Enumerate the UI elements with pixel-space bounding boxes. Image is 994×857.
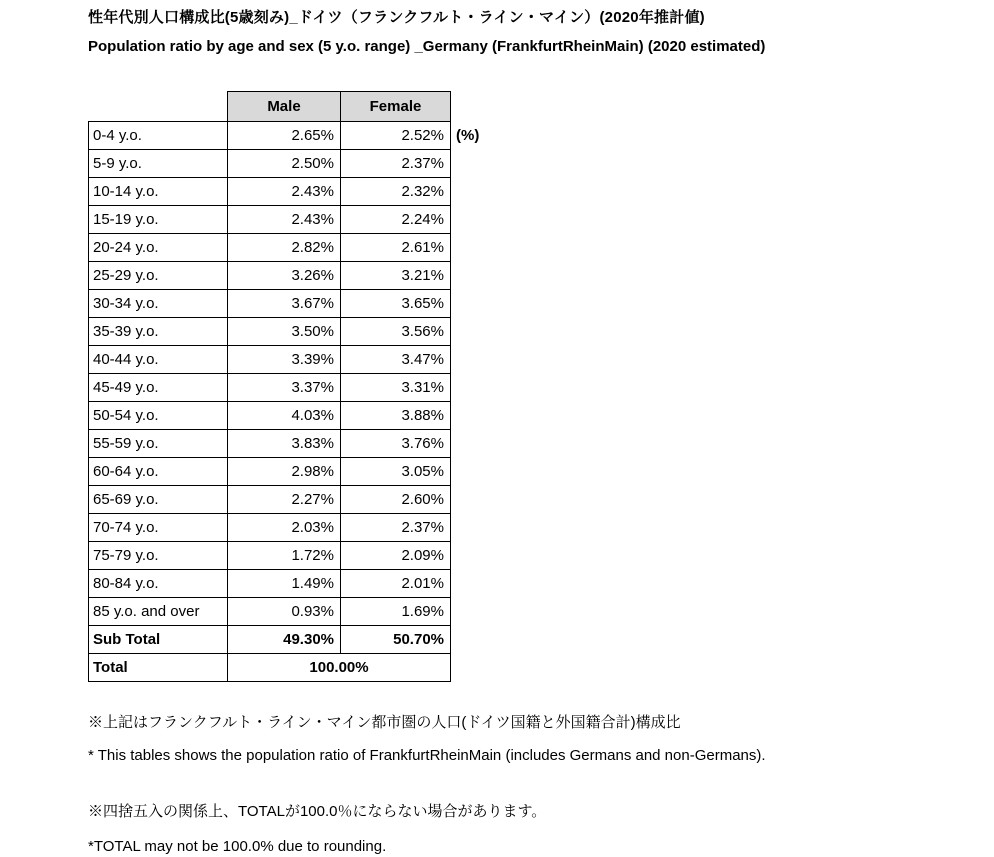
table-row <box>89 290 451 318</box>
age-range-label: 80-84 y.o. <box>89 570 228 598</box>
male-value: 3.67% <box>228 290 341 318</box>
age-range-label: 35-39 y.o. <box>89 318 228 346</box>
table-row <box>89 318 451 346</box>
male-value: 3.50% <box>228 318 341 346</box>
female-value: 2.52% <box>341 122 451 150</box>
age-rows <box>89 122 451 626</box>
male-value: 3.37% <box>228 374 341 402</box>
female-value: 3.88% <box>341 402 451 430</box>
female-value: 2.37% <box>341 150 451 178</box>
subtotal-label: Sub Total <box>89 626 228 654</box>
female-value: 3.05% <box>341 458 451 486</box>
male-value: 2.27% <box>228 486 341 514</box>
subtotal-female-value: 50.70% <box>341 626 451 654</box>
total-row <box>89 654 451 682</box>
age-range-label: 55-59 y.o. <box>89 430 228 458</box>
male-value: 3.26% <box>228 262 341 290</box>
table-note-japanese: ※上記はフランクフルト・ライン・マイン都市圏の人口(ドイツ国籍と外国籍合計)構成比 <box>88 714 681 731</box>
female-value: 2.61% <box>341 234 451 262</box>
male-value: 0.93% <box>228 598 341 626</box>
age-range-label: 5-9 y.o. <box>89 150 228 178</box>
female-value: 3.31% <box>341 374 451 402</box>
table-row <box>89 262 451 290</box>
subtotal-row <box>89 626 451 654</box>
age-range-label: 65-69 y.o. <box>89 486 228 514</box>
male-value: 1.72% <box>228 542 341 570</box>
percent-unit-label: (%) <box>456 127 480 144</box>
female-value: 2.32% <box>341 178 451 206</box>
age-range-label: 50-54 y.o. <box>89 402 228 430</box>
age-range-label: 15-19 y.o. <box>89 206 228 234</box>
female-value: 3.47% <box>341 346 451 374</box>
table-row <box>89 598 451 626</box>
female-value: 2.24% <box>341 206 451 234</box>
male-value: 2.65% <box>228 122 341 150</box>
age-range-label: 70-74 y.o. <box>89 514 228 542</box>
female-value: 3.65% <box>341 290 451 318</box>
age-range-label: 85 y.o. and over <box>89 598 228 626</box>
page-title-english: Population ratio by age and sex (5 y.o. range) _Germany (FrankfurtRheinMain) (2020 estimated) <box>88 38 766 55</box>
footnotes <box>88 713 994 857</box>
table-row <box>89 122 451 150</box>
table-row <box>89 374 451 402</box>
female-value: 3.21% <box>341 262 451 290</box>
subtotal-male-value: 49.30% <box>228 626 341 654</box>
male-value: 2.03% <box>228 514 341 542</box>
table-row <box>89 486 451 514</box>
female-value: 3.76% <box>341 430 451 458</box>
table-row <box>89 514 451 542</box>
column-header-female: Female <box>341 92 451 122</box>
table-row <box>89 346 451 374</box>
age-range-label: 45-49 y.o. <box>89 374 228 402</box>
age-range-label: 75-79 y.o. <box>89 542 228 570</box>
table-row <box>89 150 451 178</box>
female-value: 2.01% <box>341 570 451 598</box>
population-table-container <box>88 91 994 682</box>
column-header-male: Male <box>228 92 341 122</box>
age-range-label: 10-14 y.o. <box>89 178 228 206</box>
table-row <box>89 206 451 234</box>
male-value: 2.50% <box>228 150 341 178</box>
total-label: Total <box>89 654 228 682</box>
age-range-label: 40-44 y.o. <box>89 346 228 374</box>
male-value: 2.43% <box>228 178 341 206</box>
male-value: 3.83% <box>228 430 341 458</box>
table-row <box>89 430 451 458</box>
age-range-label: 0-4 y.o. <box>89 122 228 150</box>
page-title-japanese: 性年代別人口構成比(5歳刻み)_ドイツ（フランクフルト・ライン・マイン）(2020年推計値) <box>88 9 705 26</box>
table-row <box>89 542 451 570</box>
male-value: 2.43% <box>228 206 341 234</box>
female-value: 3.56% <box>341 318 451 346</box>
male-value: 1.49% <box>228 570 341 598</box>
age-range-label: 25-29 y.o. <box>89 262 228 290</box>
female-value: 2.37% <box>341 514 451 542</box>
corner-empty-cell <box>89 92 228 122</box>
population-ratio-table <box>88 91 451 682</box>
age-range-label: 60-64 y.o. <box>89 458 228 486</box>
table-note-english: * This tables shows the population ratio of FrankfurtRheinMain (includes Germans and non-Germans). <box>88 747 766 764</box>
male-value: 2.82% <box>228 234 341 262</box>
rounding-note-japanese: ※四捨五入の関係上、TOTALが100.0％にならない場合があります。 <box>88 803 547 820</box>
male-value: 2.98% <box>228 458 341 486</box>
total-value: 100.00% <box>228 654 451 682</box>
table-row <box>89 402 451 430</box>
age-range-label: 30-34 y.o. <box>89 290 228 318</box>
table-row <box>89 234 451 262</box>
table-row <box>89 178 451 206</box>
male-value: 4.03% <box>228 402 341 430</box>
female-value: 2.60% <box>341 486 451 514</box>
table-header-row <box>89 92 451 122</box>
table-row <box>89 570 451 598</box>
age-range-label: 20-24 y.o. <box>89 234 228 262</box>
male-value: 3.39% <box>228 346 341 374</box>
female-value: 1.69% <box>341 598 451 626</box>
female-value: 2.09% <box>341 542 451 570</box>
table-row <box>89 458 451 486</box>
rounding-note-english: *TOTAL may not be 100.0% due to rounding. <box>88 838 387 855</box>
